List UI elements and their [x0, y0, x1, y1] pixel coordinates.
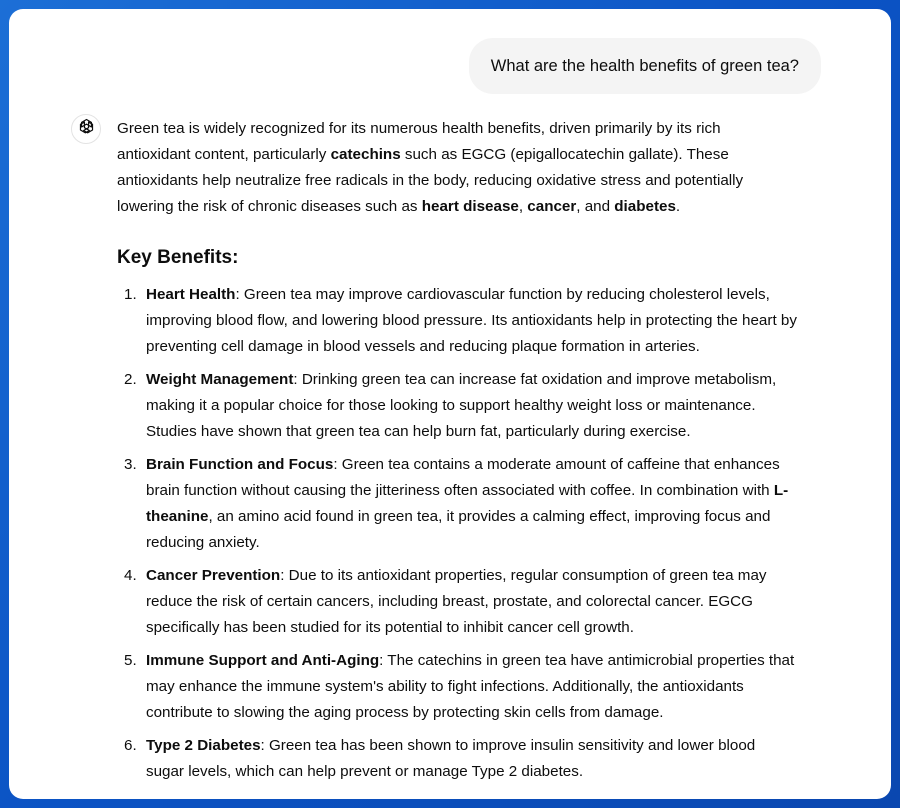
list-item-number: 3. — [124, 456, 137, 473]
list-item-title: Immune Support and Anti-Aging — [146, 652, 380, 669]
list-item-number: 5. — [124, 652, 137, 669]
list-item-text: : Green tea contains a moderate amount of caffeine that enhances brain function without causing the jitteriness often associated with coffee. In combination with — [146, 456, 780, 499]
chat-window — [9, 9, 891, 799]
list-item-number: 1. — [124, 286, 137, 303]
list-item-title: Brain Function and Focus — [146, 456, 334, 473]
assistant-avatar — [71, 114, 101, 144]
intro-bold-cancer: cancer — [527, 198, 577, 215]
list-item — [117, 733, 797, 785]
list-item-title: Type 2 Diabetes — [146, 737, 261, 754]
intro-text-3: , — [518, 198, 528, 215]
list-item-text: : Due to its antioxidant properties, regular consumption of green tea may reduce the risk of certain cancers, including breast, prostate, and colorectal cancer. EGCG specifically has been studied for its potential to inhibit cancer cell growth. — [146, 567, 767, 636]
list-item-text-2: , an amino acid found in green tea, it provides a calming effect, improving focus and reducing anxiety. — [146, 508, 771, 551]
intro-text-1: Green tea is widely recognized for its numerous health benefits, driven primarily by its rich antioxidant content, particularly — [117, 120, 721, 163]
list-item-text: : Green tea has been shown to improve insulin sensitivity and lower blood sugar levels, which can help prevent or manage Type 2 diabetes. — [146, 737, 756, 780]
list-item — [117, 282, 797, 360]
intro-text-5: . — [675, 198, 681, 215]
list-item-title: Cancer Prevention — [146, 567, 281, 584]
openai-logo-icon — [77, 117, 96, 141]
intro-text-2: such as EGCG (epigallocatechin gallate). These antioxidants help neutralize free radicals in the body, reducing oxidative stress and potentially lowering the risk of chronic diseases such as — [117, 146, 744, 215]
list-item-number: 2. — [124, 371, 137, 388]
list-item-text: : Green tea may improve cardiovascular function by reducing cholesterol levels, improving blood flow, and lowering blood pressure. Its antioxidants help in protecting the heart by preventing cell damage in blood vessels and reducing plaque formation in arteries. — [146, 286, 797, 355]
key-benefits-heading: Key Benefits: — [117, 247, 239, 268]
intro-bold-heart-disease: heart disease — [421, 198, 519, 215]
user-message-text: What are the health benefits of green tea? — [490, 56, 799, 75]
assistant-response — [117, 116, 797, 792]
list-item-number: 6. — [124, 737, 137, 754]
list-item — [117, 563, 797, 641]
list-item-bold-l-theanine: L-theanine — [146, 482, 789, 525]
list-item-number: 4. — [124, 567, 137, 584]
user-message-bubble — [469, 38, 821, 94]
list-item — [117, 452, 797, 556]
list-item-text: : The catechins in green tea have antimicrobial properties that may enhance the immune system's ability to fight infections. Additionally, the antioxidants contribute to slowing the aging process by protecting skin cells from damage. — [146, 652, 795, 721]
list-item-title: Heart Health — [146, 286, 236, 303]
intro-text-4: , and — [576, 198, 615, 215]
list-item-title: Weight Management — [146, 371, 294, 388]
list-item — [117, 367, 797, 445]
intro-paragraph — [117, 116, 797, 220]
intro-bold-diabetes: diabetes — [614, 198, 676, 215]
intro-bold-catechins: catechins — [330, 146, 401, 163]
list-item-text: : Drinking green tea can increase fat oxidation and improve metabolism, making it a popular choice for those looking to support healthy weight loss or maintenance. Studies have shown that green tea can help burn fat, particularly during exercise. — [146, 371, 777, 440]
list-item — [117, 648, 797, 726]
benefits-list — [117, 282, 797, 785]
